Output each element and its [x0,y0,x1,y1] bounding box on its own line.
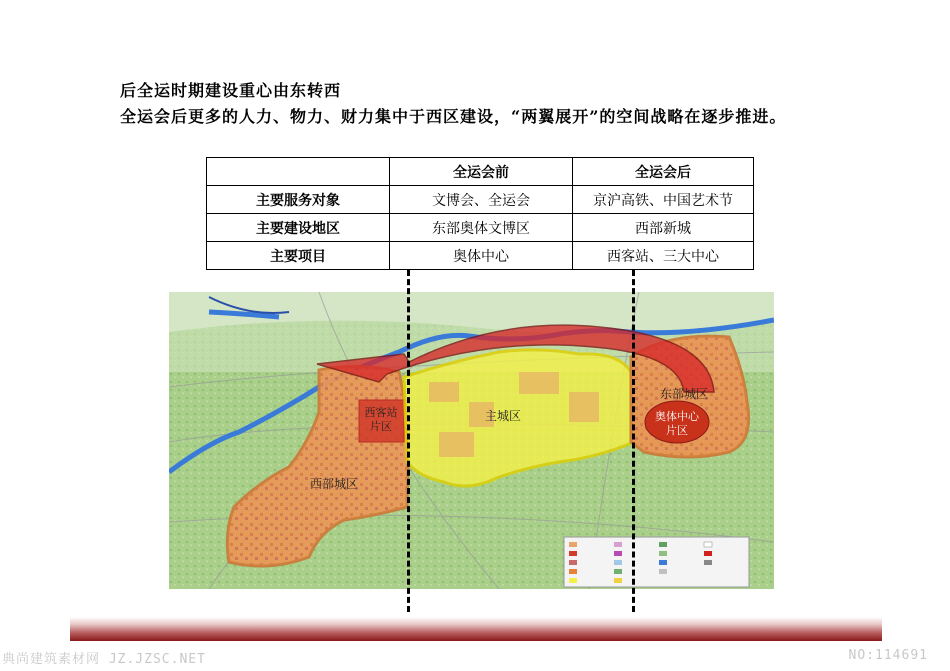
table-cell: 京沪高铁、中国艺术节 [573,186,754,214]
city-map [169,292,774,589]
west-city-label: 西部城区 [309,477,359,491]
footer-watermark: 典尚建筑素材网 JZ.JZSC.NET [2,652,206,667]
table-row [207,186,754,214]
olympic-label: 奥体中心 [655,410,699,423]
table-row [207,214,754,242]
table-header-row [207,158,754,186]
table-cell: 西客站、三大中心 [573,242,754,270]
main-city-label: 主城区 [484,409,522,423]
table-row [207,242,754,270]
subtitle: 后全运时期建设重心由东转西 [120,81,342,100]
table-header-cell: 全运会后 [573,158,754,186]
comparison-table [206,157,754,270]
east-city-label: 东部城区 [659,387,709,401]
olympic-label: 片区 [666,424,688,437]
map-legend [564,537,749,587]
west-station-label: 片区 [370,420,392,433]
table-cell: 西部新城 [573,214,754,242]
table-row-header: 主要项目 [207,242,390,270]
divider-line-right [632,270,635,612]
west-station-label: 西客站 [364,406,398,419]
table-header-cell: 全运会前 [390,158,573,186]
footer-bar [70,617,882,641]
divider-line-left [407,270,410,612]
table-cell: 东部奥体文博区 [390,214,573,242]
table-header-cell [207,158,390,186]
table-cell: 奥体中心 [390,242,573,270]
table-row-header: 主要服务对象 [207,186,390,214]
table-row-header: 主要建设地区 [207,214,390,242]
body-text: 全运会后更多的人力、物力、财力集中于西区建设，“两翼展开”的空间战略在逐步推进。 [120,107,787,126]
table-cell: 文博会、全运会 [390,186,573,214]
footer-number: NO:114691 [848,648,928,663]
map-svg [169,292,774,589]
